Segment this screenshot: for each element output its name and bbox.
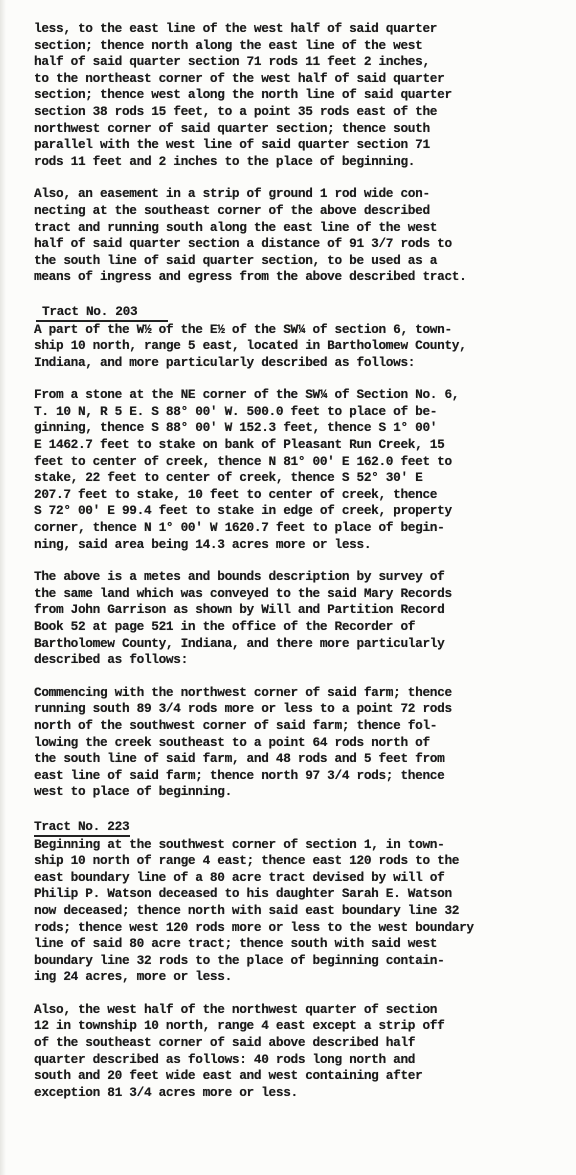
- text-line: of the southeast corner of said above described half: [34, 1035, 416, 1051]
- paragraph-west-half-description: [34, 21, 564, 170]
- text-line: E 1462.7 feet to stake on bank of Pleasant Run Creek, 15: [34, 437, 445, 453]
- text-line: east boundary line of a 80 acre tract devised by will of: [34, 869, 445, 885]
- tract-203-conveyance-paragraph: [34, 569, 564, 669]
- text-line: Philip P. Watson deceased to his daughter Sarah E. Watson: [34, 886, 452, 902]
- text-line: Also, an easement in a strip of ground 1 rod wide con-: [34, 186, 430, 202]
- text-line: ship 10 north of range 4 east; thence east 120 rods to the: [34, 853, 460, 869]
- text-line: T. 10 N, R 5 E. S 88° 00' W. 500.0 feet to place of be-: [34, 403, 438, 419]
- text-line: section; thence north along the east line of the west: [34, 37, 423, 53]
- text-line: to the northeast corner of the west half of said quarter: [34, 70, 445, 86]
- text-line: east line of said farm; thence north 97 3/4 rods; thence: [34, 767, 445, 783]
- text-line: from John Garrison as shown by Will and Partition Record: [34, 602, 445, 618]
- text-line: running south 89 3/4 rods more or less to a point 72 rods: [34, 701, 452, 717]
- text-line: lowing the creek southeast to a point 64 rods north of: [34, 734, 430, 750]
- text-line: now deceased; thence north with said east boundary line 32: [34, 902, 460, 918]
- page-edge-shadow: [0, 0, 6, 1175]
- tract-203-commencing-paragraph: [34, 685, 564, 801]
- text-line: tract and running south along the east line of the west: [34, 219, 438, 235]
- tract-203-section: [34, 304, 564, 801]
- paragraph-easement: [34, 186, 564, 286]
- text-line: Book 52 at page 521 in the office of the Recorder of: [34, 619, 416, 634]
- text-line: Also, the west half of the northwest quarter of section: [34, 1001, 438, 1017]
- text-line: section; thence west along the north line of said quarter: [34, 87, 452, 103]
- text-line: 12 in township 10 north, range 4 east except a strip off: [34, 1018, 445, 1034]
- tract-203-survey-paragraph: [34, 387, 564, 553]
- text-line: stake, 22 feet to center of creek, thence S 52° 30' E: [34, 470, 423, 486]
- text-line: The above is a metes and bounds description by survey of: [34, 569, 445, 585]
- text-line: less, to the east line of the west half of said quarter: [34, 21, 438, 36]
- text-line: S 72° 00' E 99.4 feet to stake in edge of creek, property: [34, 503, 452, 519]
- text-line: ginning, thence S 88° 00' W 152.3 feet, thence S 1° 00': [34, 420, 438, 436]
- tract-203-heading: Tract No. 203: [42, 303, 138, 319]
- text-line: parallel with the west line of said quarter section 71: [34, 137, 430, 153]
- text-line: described as follows:: [34, 652, 188, 668]
- text-line: Commencing with the northwest corner of said farm; thence: [34, 684, 452, 700]
- text-line: ning, said area being 14.3 acres more or less.: [34, 536, 372, 552]
- text-line: means of ingress and egress from the above described tract.: [34, 269, 467, 285]
- tract-223-heading: Tract No. 223: [34, 818, 130, 834]
- text-line: south and 20 feet wide east and west containing after: [34, 1068, 423, 1084]
- text-line: line of said 80 acre tract; thence south with said west: [34, 936, 438, 952]
- text-line: Indiana, and more particularly described as follows:: [34, 354, 416, 370]
- deed-description-text: [34, 21, 564, 1101]
- text-line: half of said quarter section a distance of 91 3/7 rods to: [34, 236, 452, 252]
- text-line: rods 11 feet and 2 inches to the place of beginning.: [34, 153, 416, 169]
- text-line: the south line of said quarter section, to be used as a: [34, 252, 438, 268]
- tract-223-boundary-paragraph: [34, 837, 564, 986]
- text-line: north of the southwest corner of said farm; thence fol-: [34, 717, 438, 733]
- text-line: corner, thence N 1° 00' W 1620.7 feet to place of begin-: [34, 520, 445, 536]
- text-line: rods; thence west 120 rods more or less to the west boundary: [34, 919, 474, 935]
- text-line: west to place of beginning.: [34, 784, 232, 800]
- text-line: the same land which was conveyed to the said Mary Records: [34, 585, 452, 601]
- text-line: ing 24 acres, more or less.: [34, 969, 232, 985]
- text-line: From a stone at the NE corner of the SW¼ of Section No. 6,: [34, 387, 460, 403]
- text-line: northwest corner of said quarter section; thence south: [34, 120, 430, 136]
- text-line: feet to center of creek, thence N 81° 00' E 162.0 feet to: [34, 453, 452, 469]
- text-line: half of said quarter section 71 rods 11 feet 2 inches,: [34, 54, 430, 70]
- text-line: Beginning at the southwest corner of section 1, in town-: [34, 836, 445, 852]
- text-line: 207.7 feet to stake, 10 feet to center of creek, thence: [34, 486, 438, 502]
- text-line: quarter described as follows: 40 rods long north and: [34, 1051, 416, 1067]
- text-line: necting at the southeast corner of the above described: [34, 202, 430, 218]
- text-line: the south line of said farm, and 48 rods and 5 feet from: [34, 751, 445, 767]
- tract-223-exception-paragraph: [34, 1002, 564, 1102]
- text-line: ship 10 north, range 5 east, located in Bartholomew County,: [34, 338, 467, 354]
- text-line: exception 81 3/4 acres more or less.: [34, 1084, 298, 1100]
- text-line: A part of the W½ of the E½ of the SW¼ of section 6, town-: [34, 321, 452, 337]
- tract-223-section: [34, 819, 564, 1102]
- text-line: Bartholomew County, Indiana, and there more particularly: [34, 635, 445, 651]
- text-line: section 38 rods 15 feet, to a point 35 rods east of the: [34, 103, 438, 119]
- tract-203-intro: [34, 322, 564, 372]
- text-line: boundary line 32 rods to the place of beginning contain-: [34, 952, 445, 968]
